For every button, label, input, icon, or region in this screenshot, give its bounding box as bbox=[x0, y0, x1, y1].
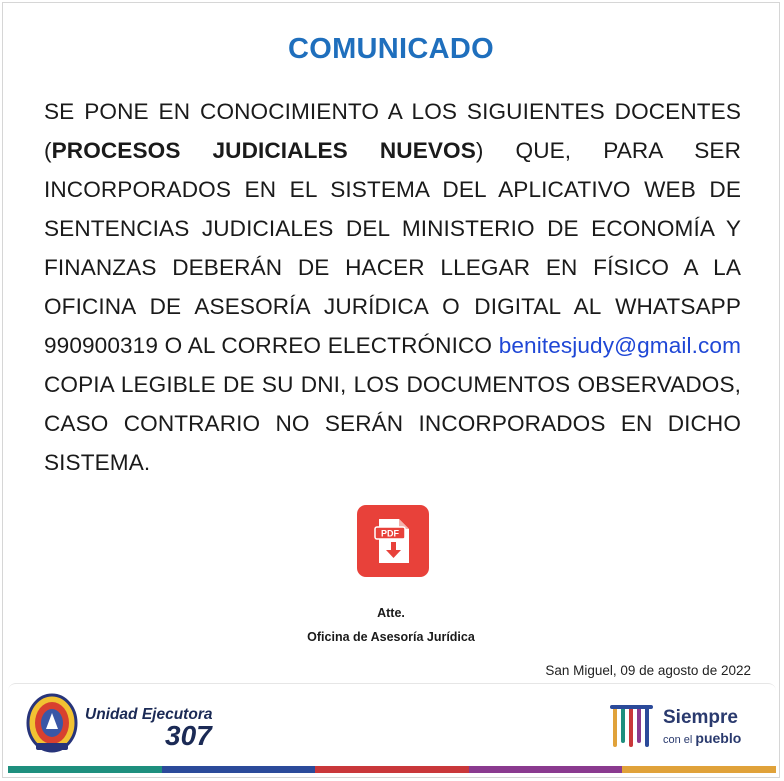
page-title: COMUNICADO bbox=[288, 33, 494, 65]
stripe-segment bbox=[622, 766, 776, 773]
announcement-body bbox=[44, 92, 741, 482]
signature-atte: Atte. bbox=[377, 606, 405, 620]
body-text-part1: SE PONE EN CONOCIMIENTO A LOS SIGUIENTES DOCENTES ( bbox=[44, 99, 741, 163]
stripe-segment bbox=[162, 766, 316, 773]
date-line: San Miguel, 09 de agosto de 2022 bbox=[545, 663, 751, 678]
unit-number: 307 bbox=[165, 720, 212, 751]
stripe-segment bbox=[8, 766, 162, 773]
siempre-logo-icon bbox=[609, 701, 659, 751]
email-link[interactable]: benitesjudy@gmail.com bbox=[498, 333, 741, 358]
pdf-download-icon[interactable] bbox=[357, 505, 429, 577]
slogan-prefix: con el bbox=[663, 734, 693, 746]
unit-label: Unidad Ejecutora bbox=[85, 706, 213, 723]
body-text-bold: PROCESOS JUDICIALES NUEVOS bbox=[51, 138, 476, 163]
footer-color-stripe bbox=[8, 766, 776, 773]
slogan-main: Siempre bbox=[663, 707, 738, 728]
slogan-sub bbox=[663, 730, 741, 746]
body-text-part3: COPIA LEGIBLE DE SU DNI, LOS DOCUMENTOS OBSERVADOS, CASO CONTRARIO NO SERÁN INCORPORADOS EN DICHO SISTEMA. bbox=[44, 372, 741, 475]
ugel-seal-logo bbox=[26, 693, 78, 755]
body-text-part2: ) QUE, PARA SER INCORPORADOS EN EL SISTEMA DEL APLICATIVO WEB DE SENTENCIAS JUDICIALES DEL MINISTERIO DE ECONOMÍA Y FINANZAS DEBERÁN DE HACER LLEGAR EN FÍSICO A LA OFICINA DE ASESORÍA JURÍDICA O DIGITAL AL WHATSAPP 990900319 O AL CORREO ELECTRÓNICO bbox=[44, 138, 741, 358]
slogan-bold: pueblo bbox=[695, 730, 742, 746]
slide bbox=[2, 2, 780, 778]
stripe-segment bbox=[315, 766, 469, 773]
stripe-segment bbox=[469, 766, 623, 773]
signature-office: Oficina de Asesoría Jurídica bbox=[307, 630, 475, 644]
footer-banner bbox=[8, 683, 776, 770]
pdf-label: PDF bbox=[381, 528, 399, 539]
pdf-glyph bbox=[357, 505, 429, 577]
